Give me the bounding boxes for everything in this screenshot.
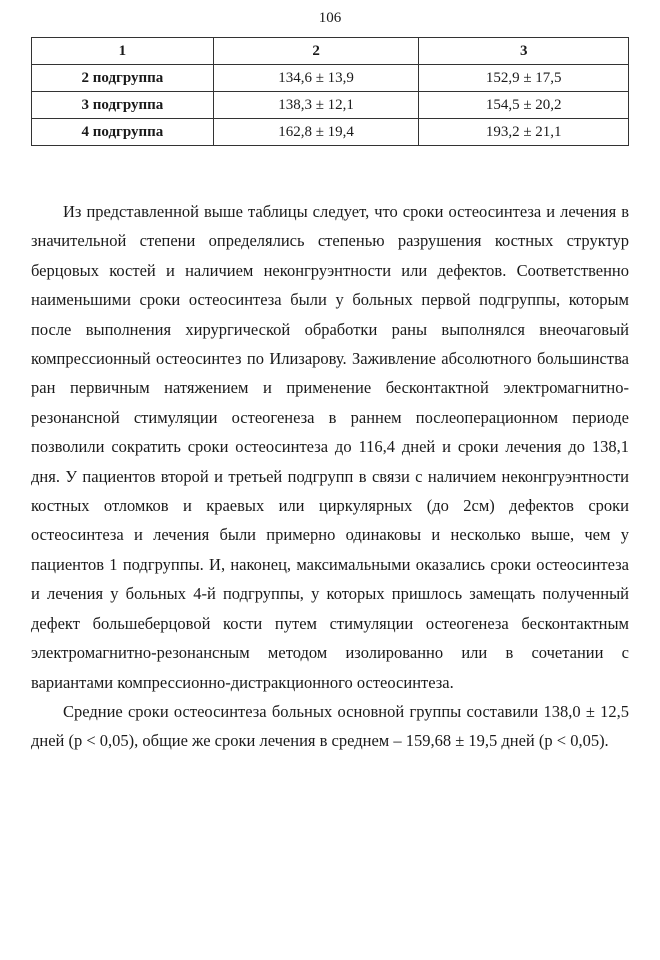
table-row-label: 2 подгруппа: [32, 65, 214, 92]
table-cell: 162,8 ± 19,4: [213, 119, 419, 146]
table-cell: 154,5 ± 20,2: [419, 92, 629, 119]
table-cell: 138,3 ± 12,1: [213, 92, 419, 119]
table-header-cell: 2: [213, 38, 419, 65]
table-row-label: 4 подгруппа: [32, 119, 214, 146]
results-table: [31, 37, 629, 146]
page-number: 106: [318, 10, 342, 26]
paragraph: Средние сроки остеосинтеза больных основной группы составили 138,0 ± 12,5 дней (р < 0,05), общие же сроки лечения в среднем – 159,68 ± 19,5 дней (р < 0,05).: [31, 701, 629, 751]
table-cell: 134,6 ± 13,9: [213, 65, 419, 92]
table-cell: 193,2 ± 21,1: [419, 119, 629, 146]
body-text: [31, 197, 629, 756]
table-header-cell: 3: [419, 38, 629, 65]
table-row: [32, 65, 629, 92]
table-cell: 152,9 ± 17,5: [419, 65, 629, 92]
table-row: [32, 92, 629, 119]
table-row: [32, 119, 629, 146]
table-row-label: 3 подгруппа: [32, 92, 214, 119]
paragraph: Из представленной выше таблицы следует, что сроки остеосинтеза и лечения в значительной степени определялись степенью разрушения костных структур берцовых костей и наличием неконгруэнтности или дефектов. Соответственно наименьшими сроки остеосинтеза были у больных первой подгруппы, которым после выполнения хирургической обработки раны выполнялся внеочаговый компрессионный остеосинтез по Илизарову. Заживление абсолютного большинства ран первичным натяжением и применение бесконтактной электромагнитно-резонансной стимуляции остеогенеза в раннем послеоперационном периоде позволили сократить сроки остеосинтеза до 116,4 дней и сроки лечения до 138,1 дня. У пациентов второй и третьей подгрупп в связи с наличием неконгруэнтности костных отломков и краевых или циркулярных (до 2см) дефектов сроки остеосинтеза и лечения были примерно одинаковы и несколько выше, чем у пациентов 1 подгруппы. И, наконец, максимальными оказались сроки остеосинтеза и лечения у больных 4-й подгруппы, у которых пришлось замещать полученный дефект большеберцовой кости путем стимуляции остеогенеза бесконтактным электромагнитно-резонансным методом изолированно или в сочетании с вариантами компрессионно-дистракционного остеосинтеза.: [31, 202, 629, 692]
table-header-row: [32, 38, 629, 65]
table-header-cell: 1: [32, 38, 214, 65]
